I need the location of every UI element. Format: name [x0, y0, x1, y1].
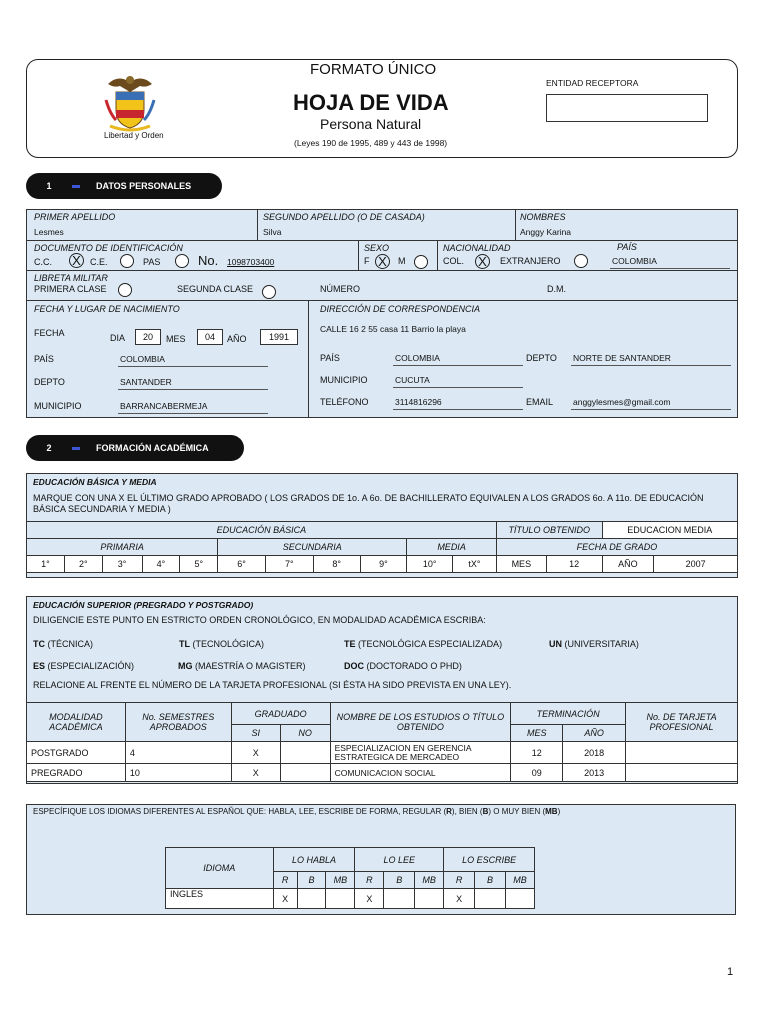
c-pais-label: PAÍS — [320, 353, 340, 363]
idioma-header: IDIOMA — [166, 848, 274, 889]
section-2-number: 2 — [46, 443, 52, 453]
lee-r-cell[interactable]: X — [355, 889, 384, 909]
pais-nac-label: PAÍS — [617, 242, 637, 252]
nombres-label: NOMBRES — [520, 212, 566, 222]
segundo-apellido-value[interactable]: Silva — [263, 227, 282, 237]
mes-header: MES — [511, 725, 563, 742]
nombre-cell[interactable]: COMUNICACION SOCIAL — [330, 764, 511, 782]
habla-header: LO HABLA — [273, 848, 355, 872]
muy-bien-code: MB — [545, 807, 558, 816]
si-cell[interactable]: X — [231, 742, 280, 764]
sexo-f-label: F — [364, 256, 370, 266]
direccion-label: DIRECCIÓN DE CORRESPONDENCIA — [320, 304, 481, 314]
mg-code: MG — [178, 661, 193, 671]
un-desc: (UNIVERSITARIA) — [564, 639, 639, 649]
no-cell[interactable] — [280, 764, 330, 782]
c-pais-value[interactable]: COLOMBIA — [395, 353, 440, 363]
idiomas-instr — [33, 807, 560, 816]
semestres-cell[interactable]: 10 — [125, 764, 231, 782]
primaria-header: PRIMARIA — [27, 539, 218, 556]
numero-label: NÚMERO — [320, 284, 360, 294]
mes-value[interactable]: 04 — [197, 329, 223, 345]
idiomas-instr-d: ) — [557, 807, 561, 816]
anio-cell[interactable]: 2013 — [563, 764, 626, 782]
depto-value[interactable]: SANTANDER — [120, 377, 172, 387]
semestres-cell[interactable]: 4 — [125, 742, 231, 764]
formato-unico: FORMATO ÚNICO — [310, 61, 437, 78]
section-2-separator — [72, 447, 80, 450]
pas-label: PAS — [143, 257, 161, 267]
leyes: (Leyes 190 de 1995, 489 y 443 de 1998) — [294, 138, 448, 148]
fecha-lugar-label: FECHA Y LUGAR DE NACIMIENTO — [34, 304, 180, 314]
extranjero-label: EXTRANJERO — [500, 256, 561, 266]
grado-cell[interactable]: 6° — [218, 556, 266, 573]
un-code: UN — [549, 639, 562, 649]
tarjeta-header: No. DE TARJETA PROFESIONAL — [626, 703, 738, 742]
section-2-title: FORMACIÓN ACADÉMICA — [96, 443, 209, 453]
lee-mb: MB — [415, 872, 444, 889]
grado-cell[interactable]: 4° — [142, 556, 180, 573]
tc-desc: (TÉCNICA) — [47, 639, 94, 649]
habla-r: R — [273, 872, 297, 889]
basica-instr-1: MARQUE CON UNA X EL ÚLTIMO GRADO APROBADO ( LOS GRADOS DE 1o. A 6o. DE BACHILLERATO EQUIVALEN A LOS GRADOS 6o. A 11o. DE EDUCACIÓN — [33, 493, 704, 503]
pas-radio[interactable] — [175, 254, 189, 268]
basica-instr-2: BÁSICA SECUNDARIA Y MEDIA ) — [33, 504, 171, 514]
fecha-anio-label: AÑO — [602, 556, 654, 573]
segundo-apellido-label: SEGUNDO APELLIDO (O DE CASADA) — [263, 212, 425, 222]
grado-cell[interactable]: 8° — [313, 556, 360, 573]
mes-label: MES — [166, 334, 186, 344]
bien-code: B — [482, 807, 489, 816]
grado-cell[interactable]: 5° — [180, 556, 218, 573]
direccion-value[interactable]: CALLE 16 2 55 casa 11 Barrio la playa — [320, 324, 466, 334]
c-depto-label: DEPTO — [526, 353, 557, 363]
escribe-b: B — [475, 872, 506, 889]
escribe-r: R — [444, 872, 475, 889]
nombre-cell[interactable] — [330, 742, 511, 764]
grado-cell[interactable]: 10° — [407, 556, 453, 573]
grado-cell[interactable]: 1° — [27, 556, 65, 573]
fecha-grado-header: FECHA DE GRADO — [496, 539, 737, 556]
relacione-instr: RELACIONE AL FRENTE EL NÚMERO DE LA TARJETA PROFESIONAL (SI ÉSTA HA SIDO PREVISTA EN UNA LEY). — [33, 680, 512, 690]
entidad-input[interactable] — [546, 94, 708, 122]
si-header: SI — [231, 725, 280, 742]
escribe-mb-cell[interactable] — [505, 889, 534, 909]
anio-value[interactable]: 1991 — [260, 329, 298, 345]
habla-mb: MB — [326, 872, 355, 889]
regular-code: R — [446, 807, 452, 816]
nombre-estudios-header: NOMBRE DE LOS ESTUDIOS O TÍTULO OBTENIDO — [330, 703, 511, 742]
page-title: HOJA DE VIDA — [293, 90, 449, 115]
si-cell[interactable]: X — [231, 764, 280, 782]
email-value[interactable]: anggylesmes@gmail.com — [573, 397, 671, 407]
page-number: 1 — [727, 966, 734, 978]
nacionalidad-label: NACIONALIDAD — [443, 243, 511, 253]
superior-table — [26, 702, 738, 782]
graduado-header: GRADUADO — [231, 703, 330, 725]
email-label: EMAIL — [526, 397, 554, 407]
escribe-r-cell[interactable]: X — [444, 889, 475, 909]
c-depto-value[interactable]: NORTE DE SANTANDER — [573, 353, 671, 363]
section-1-pill — [26, 173, 222, 199]
nombre-line-2: ESTRATEGICA DE MERCADEO — [334, 751, 460, 762]
section-2-pill — [26, 435, 244, 461]
escribe-header: LO ESCRIBE — [444, 848, 535, 872]
section-1-number: 1 — [46, 181, 52, 191]
primera-clase-radio[interactable] — [118, 283, 132, 297]
tarjeta-cell[interactable] — [626, 742, 738, 764]
documento-label: DOCUMENTO DE IDENTIFICACIÓN — [34, 243, 183, 253]
titulo-obtenido-header: TÍTULO OBTENIDO — [496, 522, 602, 539]
idiomas-table — [165, 847, 535, 909]
cc-label: C.C. — [34, 257, 52, 267]
lee-b: B — [384, 872, 415, 889]
fecha-mes-label: MES — [496, 556, 546, 573]
idioma-cell[interactable]: INGLES — [166, 889, 274, 909]
cc-radio-checked[interactable]: X — [69, 253, 84, 268]
doc-no-label: No. — [198, 253, 219, 268]
te-desc: (TECNOLÓGICA ESPECIALIZADA) — [358, 639, 503, 649]
habla-b-cell[interactable] — [297, 889, 326, 909]
idiomas-instr-c: ) O MUY BIEN ( — [488, 807, 546, 816]
dm-label: D.M. — [547, 284, 566, 294]
c-municipio-value[interactable]: CUCUTA — [395, 375, 430, 385]
grado-cell[interactable]: 9° — [360, 556, 407, 573]
section-1-separator — [72, 185, 80, 188]
sexo-m-label: M — [398, 256, 406, 266]
anio-header: AÑO — [563, 725, 626, 742]
lee-mb-cell[interactable] — [415, 889, 444, 909]
sexo-label: SEXO — [364, 243, 390, 253]
segunda-clase-label: SEGUNDA CLASE — [177, 284, 254, 294]
secundaria-header: SECUNDARIA — [218, 539, 407, 556]
modalidad-cell[interactable]: POSTGRADO — [27, 742, 126, 764]
table-row — [166, 889, 535, 909]
basica-title: EDUCACIÓN BÁSICA Y MEDIA — [33, 477, 157, 487]
escribe-mb: MB — [505, 872, 534, 889]
es-desc: (ESPECIALIZACIÓN) — [47, 661, 135, 671]
entidad-label: ENTIDAD RECEPTORA — [546, 78, 639, 88]
doc-desc: (DOCTORADO O PHD) — [366, 661, 462, 671]
grado-cell[interactable]: 3° — [102, 556, 142, 573]
no-cell[interactable] — [280, 742, 330, 764]
mes-cell[interactable]: 09 — [511, 764, 563, 782]
fecha-anio-value[interactable]: 2007 — [654, 556, 738, 573]
basica-table — [26, 521, 738, 573]
pais-value[interactable]: COLOMBIA — [120, 354, 165, 364]
fecha-mes-value[interactable]: 12 — [546, 556, 602, 573]
te-code: TE — [344, 639, 356, 649]
ce-radio[interactable] — [120, 254, 134, 268]
mg-desc: (MAESTRÍA O MAGISTER) — [195, 661, 306, 671]
sexo-f-radio-checked[interactable]: X — [375, 254, 390, 269]
tarjeta-cell[interactable] — [626, 764, 738, 782]
escribe-b-cell[interactable] — [475, 889, 506, 909]
table-row — [27, 764, 738, 782]
superior-instr: DILIGENCIE ESTE PUNTO EN ESTRICTO ORDEN CRONOLÓGICO, EN MODALIDAD ACADÉMICA ESCRIBA: — [33, 615, 486, 625]
anio-label: AÑO — [227, 334, 247, 344]
dia-value[interactable]: 20 — [135, 329, 161, 345]
col-radio-checked[interactable]: X — [475, 254, 490, 269]
col-label: COL. — [443, 256, 465, 266]
municipio-value[interactable]: BARRANCABERMEJA — [120, 401, 208, 411]
tc-code: TC — [33, 639, 45, 649]
lee-b-cell[interactable] — [384, 889, 415, 909]
tl-code: TL — [179, 639, 190, 649]
segunda-clase-radio[interactable] — [262, 285, 276, 299]
primera-clase-label: PRIMERA CLASE — [34, 284, 107, 294]
pais-label: PAÍS — [34, 354, 54, 364]
extranjero-radio[interactable] — [574, 254, 588, 268]
edu-basica-header: EDUCACIÓN BÁSICA — [27, 522, 497, 539]
grado-cell[interactable]: 7° — [265, 556, 313, 573]
telefono-label: TELÉFONO — [320, 397, 369, 407]
telefono-value[interactable]: 3114816296 — [395, 397, 442, 407]
semestres-header: No. SEMESTRES APROBADOS — [125, 703, 231, 742]
page-subtitle: Persona Natural — [320, 116, 422, 132]
grado-cell[interactable]: 2° — [64, 556, 102, 573]
mes-cell[interactable]: 12 — [511, 742, 563, 764]
fecha-label: FECHA — [34, 328, 65, 338]
es-code: ES — [33, 661, 46, 671]
doc-number[interactable]: 1098703400 — [227, 257, 275, 267]
pais-nac-value[interactable]: COLOMBIA — [612, 256, 657, 266]
primer-apellido-value[interactable]: Lesmes — [34, 227, 64, 237]
habla-b: B — [297, 872, 326, 889]
c-municipio-label: MUNICIPIO — [320, 375, 368, 385]
terminacion-header: TERMINACIÓN — [511, 703, 626, 725]
libreta-label: LIBRETA MILITAR — [34, 273, 108, 283]
tl-desc: (TECNOLÓGICA) — [192, 639, 265, 649]
titulo-obtenido-value[interactable]: EDUCACION MEDIA — [602, 522, 738, 539]
nombres-value[interactable]: Anggy Karina — [520, 227, 572, 237]
lee-r: R — [355, 872, 384, 889]
sexo-m-radio[interactable] — [414, 255, 428, 269]
modalidad-cell[interactable]: PREGRADO — [27, 764, 126, 782]
logo-caption: Libertad y Orden — [104, 131, 164, 140]
nombre-line-1: ESPECIALIZACION EN GERENCIA — [334, 742, 472, 753]
habla-r-cell[interactable]: X — [273, 889, 297, 909]
anio-cell[interactable]: 2018 — [563, 742, 626, 764]
dia-label: DIA — [110, 333, 126, 343]
idiomas-instr-b: ), BIEN ( — [451, 807, 483, 816]
depto-label: DEPTO — [34, 377, 65, 387]
media-header: MEDIA — [407, 539, 497, 556]
no-header: NO — [280, 725, 330, 742]
habla-mb-cell[interactable] — [326, 889, 355, 909]
ce-label: C.E. — [90, 257, 108, 267]
primer-apellido-label: PRIMER APELLIDO — [34, 212, 116, 222]
section-1-title: DATOS PERSONALES — [96, 181, 192, 191]
municipio-label: MUNICIPIO — [34, 401, 82, 411]
table-row — [27, 742, 738, 764]
lee-header: LO LEE — [355, 848, 444, 872]
superior-title: EDUCACIÓN SUPERIOR (PREGRADO Y POSTGRADO) — [33, 600, 254, 610]
modalidad-header: MODALIDAD ACADÉMICA — [27, 703, 126, 742]
grado-cell-marked[interactable]: tX° — [453, 556, 497, 573]
doc-code: DOC — [344, 661, 364, 671]
idiomas-instr-a: ESPECÍFIQUE LOS IDIOMAS DIFERENTES AL ESPAÑOL QUE: HABLA, LEE, ESCRIBE DE FORMA, REGULAR ( — [33, 807, 447, 816]
